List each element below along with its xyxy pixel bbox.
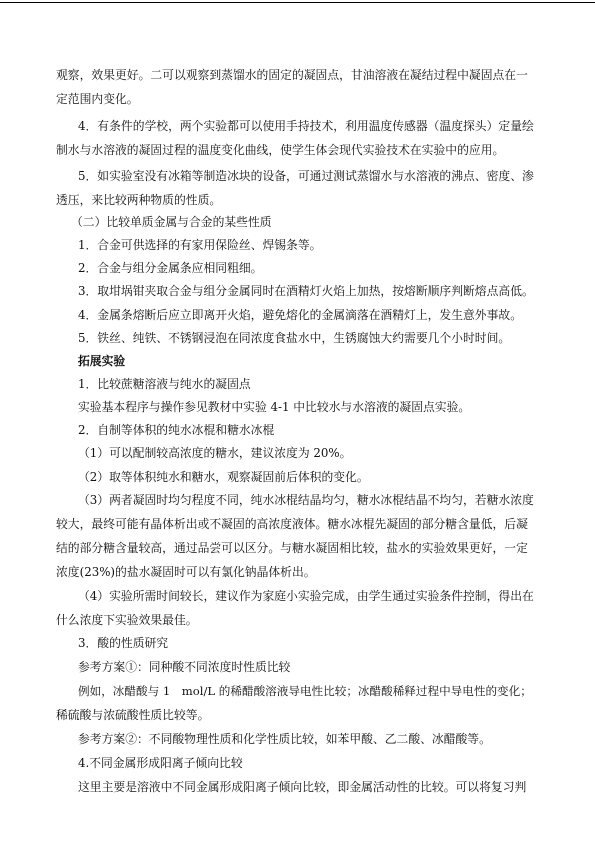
paragraph-line: 定范围内变化。 bbox=[56, 92, 139, 106]
section-heading: （二）比较单质金属与合金的某些性质 bbox=[71, 215, 272, 229]
paragraph-line: 观察，效果更好。二可以观察到蒸馏水的固定的凝固点，甘油溶液在凝结过程中凝固点在一 bbox=[56, 68, 528, 82]
paragraph-line: 参考方案①：同种酸不同浓度时性质比较 bbox=[78, 660, 291, 674]
list-item: 5．铁丝、纯铁、不锈钢浸泡在同浓度食盐水中，生锈腐蚀大约需要几个小时时间。 bbox=[78, 331, 511, 345]
list-item: 1．合金可供选择的有家用保险丝、焊锡条等。 bbox=[78, 238, 322, 252]
list-item: 4．金属条熔断后应立即离开火焰，避免熔化的金属滴落在酒精灯上，发生意外事故。 bbox=[78, 308, 522, 322]
list-item: （2）取等体积纯水和糖水，观察凝固前后体积的变化。 bbox=[78, 470, 369, 484]
paragraph-line: 制水与水溶液的凝固过程的温度变化曲线，使学生体会现代实验技术在实验中的应用。 bbox=[56, 143, 505, 157]
paragraph-line: 例如，冰醋酸与 1 mol/L 的稀醋酸溶液导电性比较；冰醋酸稀释过程中导电性的变化； bbox=[78, 684, 532, 698]
paragraph-line: 这里主要是溶液中不同金属形成阳离子倾向比较，即金属活动性的比较。可以将复习判 bbox=[78, 780, 527, 794]
list-item: （4）实验所需时间较长，建议作为家庭小实验完成，由学生通过实验条件控制，得出在 bbox=[78, 589, 534, 603]
paragraph-line: 4．有条件的学校，两个实验都可以使用手持技术，利用温度传感器（温度探头）定量绘 bbox=[78, 119, 534, 133]
list-item: 2．合金与组分金属条应相同粗细。 bbox=[78, 261, 263, 275]
list-item: 4.不同金属形成阳离子倾向比较 bbox=[78, 756, 243, 770]
paragraph-line: 实验基本程序与操作参见教材中实验 4-1 中比较水与水溶液的凝固点实验。 bbox=[78, 400, 471, 414]
paragraph-line: 稀硫酸与浓硫酸性质比较等。 bbox=[56, 708, 210, 722]
list-item: 3．取坩埚钳夹取合金与组分金属同时在酒精灯火焰上加热，按熔断顺序判断熔点高低。 bbox=[78, 284, 534, 298]
paragraph-line: 透压，来比较两种物质的性质。 bbox=[56, 193, 222, 207]
section-title-extension-experiments: 拓展实验 bbox=[78, 354, 126, 368]
list-item: 3．酸的性质研究 bbox=[78, 636, 169, 650]
header-rule bbox=[0, 2, 595, 3]
list-item: 2．自制等体积的纯水冰棍和糖水冰棍 bbox=[78, 423, 275, 437]
list-item: （3）两者凝固时均匀程度不同，纯水冰棍结晶均匀，糖水冰棍结晶不均匀，若糖水浓度 bbox=[78, 493, 534, 507]
list-item: （1）可以配制较高浓度的糖水，建议浓度为 20%。 bbox=[78, 446, 352, 460]
paragraph-line: 参考方案②：不同酸物理性质和化学性质比较，如苯甲酸、乙二酸、冰醋酸等。 bbox=[78, 732, 491, 746]
paragraph-line: 较大，最终可能有晶体析出或不凝固的高浓度液体。糖水冰棍先凝固的部分糖含量低，后凝 bbox=[56, 517, 528, 531]
paragraph-line: 浓度(23%)的盐水凝固时可以有氯化钠晶体析出。 bbox=[56, 565, 316, 579]
list-item: 1．比较蔗糖溶液与纯水的凝固点 bbox=[78, 377, 251, 391]
paragraph-line: 什么浓度下实验效果最佳。 bbox=[56, 613, 198, 627]
paragraph-line: 结的部分糖含量较高，通过品尝可以区分。与糖水凝固相比较，盐水的实验效果更好，一定 bbox=[56, 541, 528, 555]
paragraph-line: 5．如实验室没有冰箱等制造冰块的设备，可通过测试蒸馏水与水溶液的沸点、密度、渗 bbox=[78, 169, 534, 183]
